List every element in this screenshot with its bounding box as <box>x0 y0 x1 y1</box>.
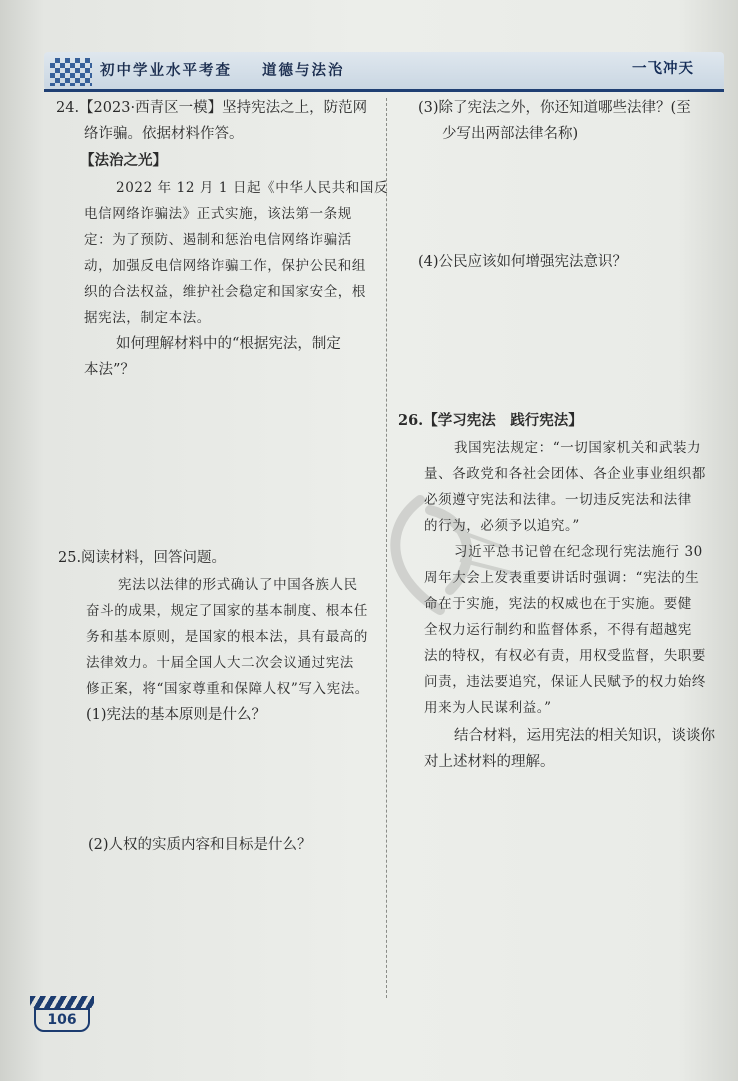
q25-para-line: 务和基本原则，是国家的根本法，具有最高的 <box>86 629 368 645</box>
q24-para-line: 电信网络诈骗法》正式实施，该法第一条规 <box>84 206 352 222</box>
column-divider <box>386 98 387 998</box>
q26-para2-line: 全权力运行制约和监督体系，不得有超越宪 <box>424 622 692 638</box>
q25-line1: 25.阅读材料，回答问题。 <box>58 550 227 566</box>
q26-para2-line: 法的特权，有权必有责，用权受监督，失职要 <box>424 648 706 664</box>
q25-para-line: 法律效力。十届全国人大二次会议通过宪法 <box>86 655 354 671</box>
q26-para2-line: 习近平总书记曾在纪念现行宪法施行 30 <box>454 544 703 560</box>
q26-para1-line: 必须遵守宪法和法律。一切违反宪法和法律 <box>424 492 692 508</box>
q24-para-line: 织的合法权益，维护社会稳定和国家安全，根 <box>84 284 366 300</box>
q25-subquestion-4: (4)公民应该如何增强宪法意识？ <box>418 254 628 270</box>
page-number-badge <box>30 996 94 1030</box>
q24-para-line: 动，加强反电信网络诈骗工作，保护公民和组 <box>84 258 366 274</box>
q26-para1-line: 我国宪法规定：“一切国家机关和武装力 <box>454 440 702 456</box>
stripes-icon <box>30 996 94 1008</box>
q26-para2-line: 用来为人民谋利益。” <box>424 700 552 716</box>
q24-heading: 【法治之光】 <box>80 152 167 169</box>
q25-subquestion-1: (1)宪法的基本原则是什么？ <box>86 707 267 723</box>
q25-para-line: 修正案，将“国家尊重和保障人权”写入宪法。 <box>86 681 369 697</box>
q26-para2-line: 问责，违法要追究，保证人民赋予的权力始终 <box>424 674 706 690</box>
q26-ask-line1: 结合材料，运用宪法的相关知识，谈谈你 <box>454 728 715 744</box>
q24-para-line: 2022 年 12 月 1 日起《中华人民共和国反 <box>116 180 389 196</box>
q24-line2: 络诈骗。依据材料作答。 <box>84 126 244 142</box>
header-subject: 道德与法治 <box>262 62 345 79</box>
q25-subquestion-2: (2)人权的实质内容和目标是什么？ <box>88 837 312 853</box>
header-rule <box>44 89 724 92</box>
header-brand: 一飞冲天 <box>632 60 694 77</box>
q24-line1: 24.【2023·西青区一模】坚持宪法之上，防范网 <box>56 100 368 116</box>
header-title: 初中学业水平考查 <box>100 62 232 79</box>
page-number: 106 <box>34 1008 90 1032</box>
q24-ask-line1: 如何理解材料中的“根据宪法，制定 <box>116 336 341 352</box>
q25-subquestion-3-line1: (3)除了宪法之外，你还知道哪些法律？(至 <box>418 100 691 116</box>
checker-logo-icon <box>50 58 92 86</box>
q24-para-line: 据宪法，制定本法。 <box>84 310 211 326</box>
q26-para2-line: 命在于实施，宪法的权威也在于实施。要健 <box>424 596 692 612</box>
q26-para1-line: 量、各政党和各社会团体、各企业事业组织都 <box>424 466 706 482</box>
q26-ask-line2: 对上述材料的理解。 <box>424 754 555 770</box>
q26-para2-line: 周年大会上发表重要讲话时强调：“宪法的生 <box>424 570 700 586</box>
q26-para1-line: 的行为，必须予以追究。” <box>424 518 580 534</box>
q24-para-line: 定：为了预防、遏制和惩治电信网络诈骗活 <box>84 232 352 248</box>
q25-subquestion-3-line2: 少写出两部法律名称) <box>442 126 579 142</box>
q24-ask-line2: 本法”？ <box>84 362 135 378</box>
q25-para-line: 奋斗的成果，规定了国家的基本制度、根本任 <box>86 603 368 619</box>
q25-para-line: 宪法以法律的形式确认了中国各族人民 <box>118 577 358 593</box>
q26-line1: 26.【学习宪法 践行宪法】 <box>398 412 583 429</box>
